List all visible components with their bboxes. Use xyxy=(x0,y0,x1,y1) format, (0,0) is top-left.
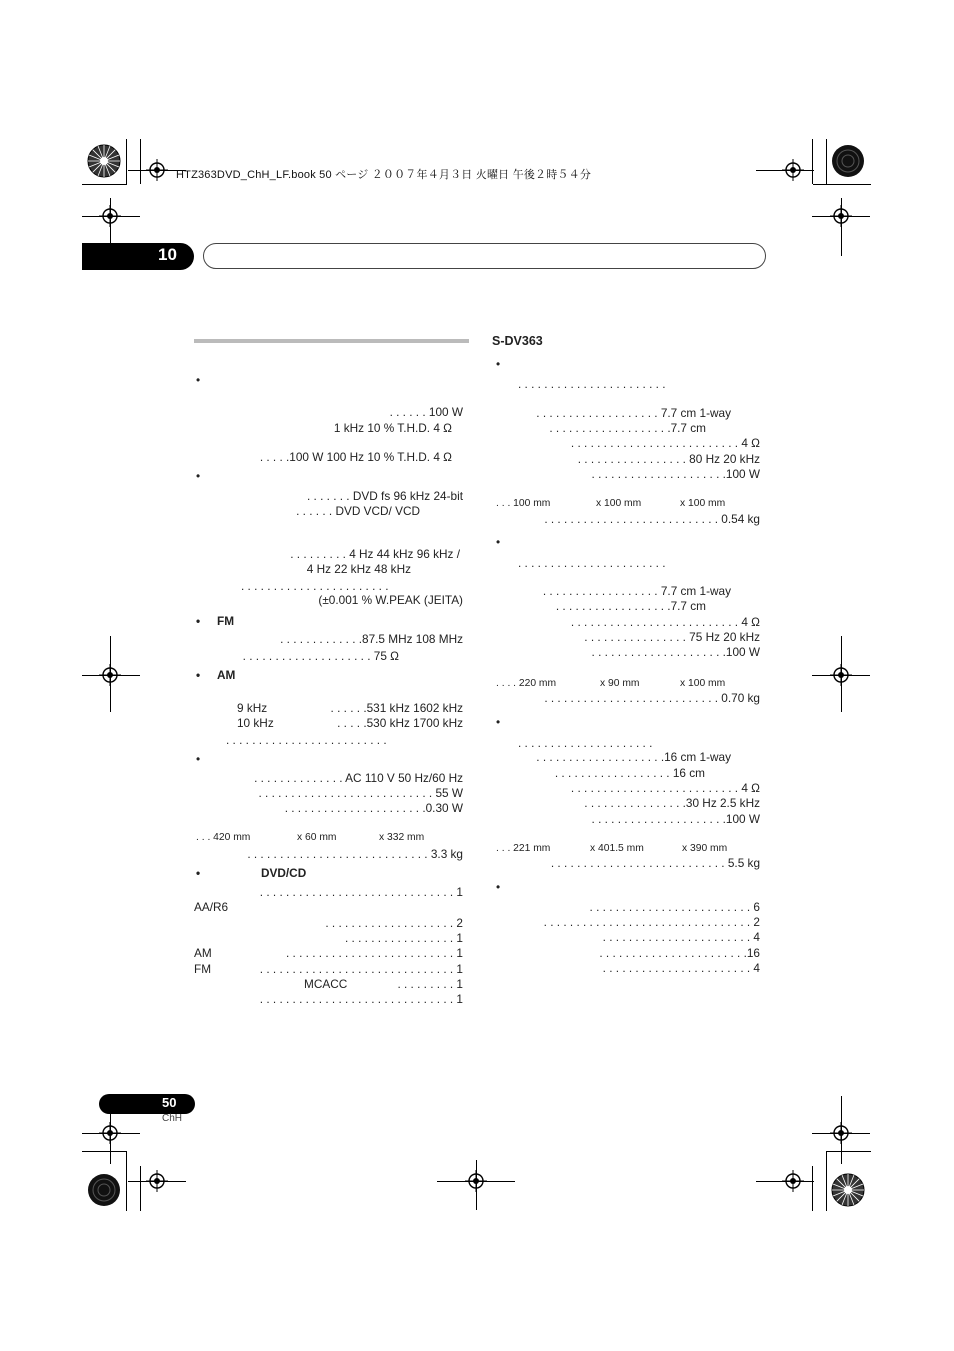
chapter-title-box xyxy=(203,243,766,269)
section-am: AM xyxy=(217,668,236,682)
spec-dim-w: . . . . 220 mm xyxy=(496,678,557,689)
spec-dim-h: x 90 mm xyxy=(600,678,640,689)
acc-mcacc-label: MCACC xyxy=(304,977,348,991)
spec-dim-d: x 100 mm xyxy=(680,678,726,689)
spec-dim-d: x 390 mm xyxy=(682,843,728,854)
acc-item: . . . . . . . . . . . . . . . . . . . . . . . . . 6 xyxy=(589,900,760,914)
spec-am-10k-label: 10 kHz xyxy=(237,716,274,730)
acc-item: . . . . . . . . . . . . . . . . . . . . . . . . . . . . . . 1 xyxy=(259,962,463,976)
registration-target-icon xyxy=(782,159,804,181)
spec-am-10k-range: . . . . .530 kHz 1700 kHz xyxy=(337,716,463,730)
bullet: • xyxy=(196,373,201,387)
registration-target-icon xyxy=(830,664,852,686)
registration-target-icon xyxy=(99,205,121,227)
spec-power: . . . . . . . . . . . . . . . . . . . . .100 W xyxy=(591,645,760,659)
registration-wheel-icon xyxy=(86,143,122,179)
spec-dim-h: x 100 mm xyxy=(596,498,642,509)
spec-am-9k-range: . . . . . .531 kHz 1602 kHz xyxy=(330,701,463,715)
spec-power: . . . . . . . . . . . . . . . . . . . . .100 W xyxy=(591,812,760,826)
acc-item: . . . . . . . . . . . . . . . . . . . . . . . 4 xyxy=(602,930,760,944)
spec-freq-resp-2: 4 Hz 22 kHz 48 kHz xyxy=(306,562,411,576)
bullet: • xyxy=(196,668,201,682)
spec-impedance: . . . . . . . . . . . . . . . . . . . . . . . . . . 4 Ω xyxy=(570,781,760,795)
spec-dim-w: . . . 420 mm xyxy=(196,832,251,843)
acc-fm-label: FM xyxy=(194,962,212,976)
bullet: • xyxy=(496,715,501,729)
spec-dim-w: . . . 221 mm xyxy=(496,843,551,854)
spec-dim-h: x 60 mm xyxy=(297,832,337,843)
bullet: • xyxy=(196,752,201,766)
spec-wow: (±0.001 % W.PEAK (JEITA) xyxy=(318,593,463,607)
spec-amp-power-front: . . . . . . 100 W xyxy=(389,405,463,419)
spec-impedance: . . . . . . . . . . . . . . . . . . . . . . . . . . 4 Ω xyxy=(570,436,760,450)
spec-driver: . . . . . . . . . . . . . . . . . . . 7.7 cm 1-way xyxy=(536,406,731,420)
spec-am-dots: . . . . . . . . . . . . . . . . . . . . . . . . . xyxy=(226,733,387,747)
bullet: • xyxy=(196,866,201,880)
acc-item: . . . . . . . . . 1 xyxy=(397,977,463,991)
spec-dim-d: x 332 mm xyxy=(379,832,425,843)
acc-item: . . . . . . . . . . . . . . . . . . . . 2 xyxy=(325,916,463,930)
spec-driver: . . . . . . . . . . . . . . . . . . 16 cm xyxy=(554,766,705,780)
registration-wheel-icon xyxy=(830,1172,866,1208)
page-number: 50 xyxy=(162,1095,177,1110)
spec-frequency: . . . . . . . . . . . . . . . .30 Hz 2.5 kHz xyxy=(584,796,760,810)
acc-am-label: AM xyxy=(194,946,212,960)
spec-power: . . . . . . . . . . . . . . . . . . . . .100 W xyxy=(591,467,760,481)
spec-dots: . . . . . . . . . . . . . . . . . . . . . . . xyxy=(518,377,666,391)
acc-item: . . . . . . . . . . . . . . . . . . . . . . .16 xyxy=(599,946,760,960)
registration-target-icon xyxy=(146,1170,168,1192)
registration-wheel-icon xyxy=(830,143,866,179)
spec-am-9k-label: 9 kHz xyxy=(237,701,268,715)
acc-aa-label: AA/R6 xyxy=(194,900,229,914)
chapter-tab xyxy=(82,243,194,270)
spec-driver: . . . . . . . . . . . . . . . . . . . .16 cm 1-way xyxy=(536,750,731,764)
spec-weight: . . . . . . . . . . . . . . . . . . . . . . . . . . . 0.54 kg xyxy=(544,512,760,526)
acc-item: . . . . . . . . . . . . . . . . . . . . . . . . . . . . . . . . 2 xyxy=(543,915,760,929)
registration-target-icon xyxy=(830,205,852,227)
spec-power-ac: . . . . . . . . . . . . . . AC 110 V 50 Hz/60 Hz xyxy=(254,771,463,785)
section-fm: FM xyxy=(217,614,235,628)
registration-target-icon xyxy=(465,1170,487,1192)
registration-wheel-icon xyxy=(86,1172,122,1208)
bullet: • xyxy=(496,880,501,894)
bullet: • xyxy=(196,614,201,628)
spec-driver: . . . . . . . . . . . . . . . . . . 7.7 cm 1-way xyxy=(542,584,731,598)
spec-dim-d: x 100 mm xyxy=(680,498,726,509)
acc-item: . . . . . . . . . . . . . . . . . . . . . . . . . . 1 xyxy=(286,946,463,960)
registration-target-icon xyxy=(146,159,168,181)
model-title: S-DV363 xyxy=(492,334,543,348)
spec-dvd-fs: . . . . . . . DVD fs 96 kHz 24-bit xyxy=(306,489,463,503)
spec-freq-resp-1: . . . . . . . . . 4 Hz 44 kHz 96 kHz / xyxy=(290,547,460,561)
spec-dvd-vcd: . . . . . . DVD VCD/ VCD xyxy=(296,504,420,518)
acc-item: . . . . . . . . . . . . . . . . . . . . . . . . . . . . . . 1 xyxy=(259,992,463,1006)
spec-amp-power-sub: . . . . .100 W 100 Hz 10 % T.H.D. 4 Ω xyxy=(259,450,452,464)
spec-dots: . . . . . . . . . . . . . . . . . . . . . xyxy=(518,736,653,750)
page-number-tab xyxy=(99,1094,195,1114)
spec-frequency: . . . . . . . . . . . . . . . . 75 Hz 20 kHz xyxy=(584,630,760,644)
spec-amp-power-front-cond: 1 kHz 10 % T.H.D. 4 Ω xyxy=(333,421,452,435)
spec-fm-antenna: . . . . . . . . . . . . . . . . . . . . 75 Ω xyxy=(242,649,399,663)
spec-wow-dots: . . . . . . . . . . . . . . . . . . . . . . . xyxy=(241,579,389,593)
bullet: • xyxy=(496,535,501,549)
registration-target-icon xyxy=(99,1122,121,1144)
bullet: • xyxy=(196,469,201,483)
spec-power-consumption: . . . . . . . . . . . . . . . . . . . . . . . . . . . 55 W xyxy=(258,786,463,800)
spec-frequency: . . . . . . . . . . . . . . . . . 80 Hz 20 kHz xyxy=(577,452,760,466)
book-slug: HTZ363DVD_ChH_LF.book 50 ページ ２００７年４月３日 火曜日 午後２時５４分 xyxy=(176,169,592,181)
spec-weight: . . . . . . . . . . . . . . . . . . . . . . . . . . . 0.70 kg xyxy=(544,691,760,705)
section-rule xyxy=(194,339,469,343)
spec-dim-h: x 401.5 mm xyxy=(590,843,644,854)
section-accessories: DVD/CD xyxy=(261,866,307,880)
acc-item: . . . . . . . . . . . . . . . . . 1 xyxy=(345,931,463,945)
bullet: • xyxy=(496,357,501,371)
spec-driver: . . . . . . . . . . . . . . . . . .7.7 cm xyxy=(555,599,706,613)
spec-dots: . . . . . . . . . . . . . . . . . . . . . . . xyxy=(518,556,666,570)
registration-target-icon xyxy=(99,664,121,686)
chapter-number: 10 xyxy=(158,245,177,264)
registration-target-icon xyxy=(830,1122,852,1144)
spec-driver: . . . . . . . . . . . . . . . . . . .7.7 cm xyxy=(549,421,706,435)
acc-item: . . . . . . . . . . . . . . . . . . . . . . . 4 xyxy=(602,961,760,975)
spec-fm-range: . . . . . . . . . . . . .87.5 MHz 108 MHz xyxy=(280,632,463,646)
spec-dim-w: . . . 100 mm xyxy=(496,498,551,509)
spec-impedance: . . . . . . . . . . . . . . . . . . . . . . . . . . 4 Ω xyxy=(570,615,760,629)
spec-weight: . . . . . . . . . . . . . . . . . . . . . . . . . . . 5.5 kg xyxy=(550,856,760,870)
spec-power-standby: . . . . . . . . . . . . . . . . . . . . . .0.30 W xyxy=(284,801,463,815)
registration-target-icon xyxy=(782,1170,804,1192)
spec-weight: . . . . . . . . . . . . . . . . . . . . . . . . . . . . 3.3 kg xyxy=(247,847,463,861)
acc-item: . . . . . . . . . . . . . . . . . . . . . . . . . . . . . . 1 xyxy=(259,885,463,899)
page-language: ChH xyxy=(162,1113,183,1124)
